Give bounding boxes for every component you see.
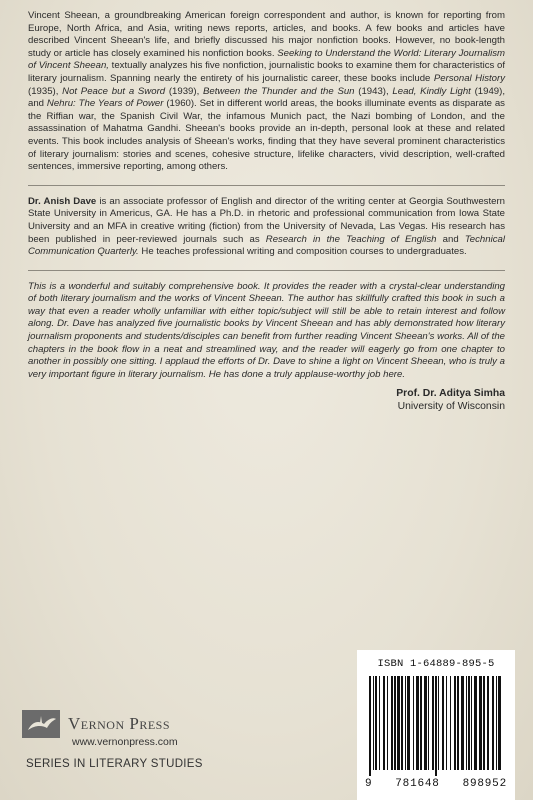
barcode-bar — [383, 676, 385, 770]
barcode-bar — [471, 676, 472, 770]
barcode-bar — [407, 676, 410, 770]
journal-title-1: Research in the Teaching of English — [265, 233, 437, 245]
barcode-bar — [492, 676, 494, 770]
barcode-bar — [375, 676, 377, 770]
barcode-bar — [496, 676, 497, 770]
barcode-bar — [379, 676, 380, 770]
book-year-4: (1949), and — [28, 85, 505, 110]
publisher-url[interactable]: www.vernonpress.com — [72, 736, 178, 748]
barcode-bar — [466, 676, 467, 770]
isbn-barcode — [357, 650, 515, 800]
barcode-bar — [432, 676, 434, 770]
barcode-bar — [446, 676, 447, 770]
barcode-bar — [387, 676, 388, 770]
reviewer-name: Prof. Dr. Aditya Simha — [396, 388, 505, 400]
book-year-1: (1935), — [28, 85, 63, 97]
publisher-logo — [22, 710, 282, 738]
barcode-bar — [373, 676, 374, 770]
book-year-5: (1960). — [163, 98, 197, 110]
isbn-label: ISBN 1-64889-895-5 — [377, 658, 495, 670]
barcode-bar — [468, 676, 470, 770]
journal-title-2: Technical Communication Quarterly. — [28, 233, 505, 258]
barcode-bar — [391, 676, 393, 770]
barcode-bar — [442, 676, 444, 770]
book-description — [28, 10, 505, 174]
barcode-bar — [438, 676, 439, 770]
isbn-digits-left: 781648 — [395, 778, 440, 790]
barcode-bar — [474, 676, 477, 770]
barcode-bar — [416, 676, 419, 770]
book-title-1: Personal History — [433, 72, 505, 84]
vernon-press-logo-icon — [22, 710, 60, 738]
book-year-3: (1943), — [354, 85, 393, 97]
description-text-1: Vincent Sheean, a groundbreaking American foreign correspondent and author, is known for reporting from Europe, North Africa, and Asia, writing news reports, articles, and books. A few books and articles have described Vincent Sheean's life, and briefly discussed his major nonfiction books. However, no book-length study or article has closely examined his nonfiction books. — [28, 10, 505, 59]
publisher-name: Vernon Press — [68, 714, 170, 733]
divider — [28, 185, 505, 186]
barcode-bar — [401, 676, 403, 770]
author-bio — [28, 196, 505, 259]
book-title-3: Between the Thunder and the Sun — [203, 85, 355, 97]
bio-conjunction: and — [436, 233, 465, 245]
description-text-3: Set in different world areas, the books illuminate events as disparate as the Riffian war, the Spanish Civil War, the infamous Munich pact, the Nazi bombing of London, and the assassination of Mahatma Gandhi. Sheean's books provide an in-depth, personal look at these and related events. This book includes analysis of Sheean's works, finding that they have several prominent characteristics of literary journalism: stories and scenes, cohesive structure, lifelike characters, vivid description, well-crafted sentences, immersive reporting, among others. — [28, 98, 505, 173]
author-bio-text-2: He teaches professional writing and composition courses to undergraduates. — [138, 246, 467, 258]
barcode-bar — [454, 676, 456, 770]
book-title-italic: Seeking to Understand the World: Literary Journalism of Vincent Sheean, — [28, 47, 506, 72]
barcode-bar — [487, 676, 489, 770]
author-name: Dr. Anish Dave — [28, 195, 97, 207]
review-quote: This is a wonderful and suitably comprehensive book. It provides the reader with a crystal-clear understanding of both literary journalism and the works of Vincent Sheean. The author has skillfully crafted this book in such a way that even a reader wholly unfamiliar with either topic/subject will still be able to retain interest and follow along. Dr. Dave has analyzed five journalistic books by Vincent Sheean and has ably demonstrated how literary journalism proponents and students/disciples can benefit from further reading Vincent Sheean's works. All of the chapters in the book flow in a neat and streamlined way, and the reader will eagerly go from one chapter to another in possibly one sitting. I applaud the efforts of Dr. Dave to shine a light on Vincent Sheean, who is truly a very important figure in literary journalism. He has done a truly applause-worthy job here. — [28, 280, 505, 380]
barcode-bar — [405, 676, 406, 770]
barcode-bar — [397, 676, 400, 770]
book-year-2: (1939), — [165, 85, 203, 97]
barcode-bar — [483, 676, 485, 770]
reviewer-attribution — [28, 387, 505, 413]
author-bio-text-1: is an associate professor of English and director of the writing center at Georgia Southwestern State University in Americus, GA. He has a Ph.D. in rhetoric and professional communication from Iowa State University and an MFA in creative writing (fiction) from the University of Nevada, Las Vegas. His research has been published in peer-reviewed journals such as — [28, 195, 505, 245]
barcode-bars — [367, 676, 505, 776]
book-title-5: Nehru: The Years of Power — [46, 98, 164, 110]
reviewer-affiliation: University of Wisconsin — [397, 401, 505, 413]
barcode-bar — [461, 676, 464, 770]
barcode-bar — [457, 676, 459, 770]
barcode-bar — [420, 676, 422, 770]
divider — [28, 270, 505, 271]
barcode-bar — [394, 676, 396, 770]
isbn-digit-first: 9 — [365, 778, 373, 790]
barcode-bar — [369, 676, 371, 776]
cover-text — [28, 10, 505, 413]
publisher-block — [22, 710, 282, 770]
barcode-bar — [424, 676, 427, 770]
description-text-2: textually analyzes his five nonfiction, journalistic books to examine them for characteristics of literary journalism. Spanning nearly the entirety of his journalistic career, these books include — [28, 60, 505, 84]
barcode-bar — [498, 676, 501, 770]
barcode-bar — [479, 676, 482, 770]
isbn-digits — [365, 778, 507, 790]
book-title-4: Lead, Kindly Light — [392, 85, 471, 97]
series-name: SERIES IN LITERARY STUDIES — [26, 758, 203, 770]
barcode-bar — [450, 676, 451, 770]
book-title-2: Not Peace but a Sword — [62, 85, 166, 97]
isbn-digits-right: 898952 — [462, 778, 507, 790]
barcode-bar — [428, 676, 429, 770]
barcode-bar — [435, 676, 437, 776]
barcode-bar — [413, 676, 414, 770]
